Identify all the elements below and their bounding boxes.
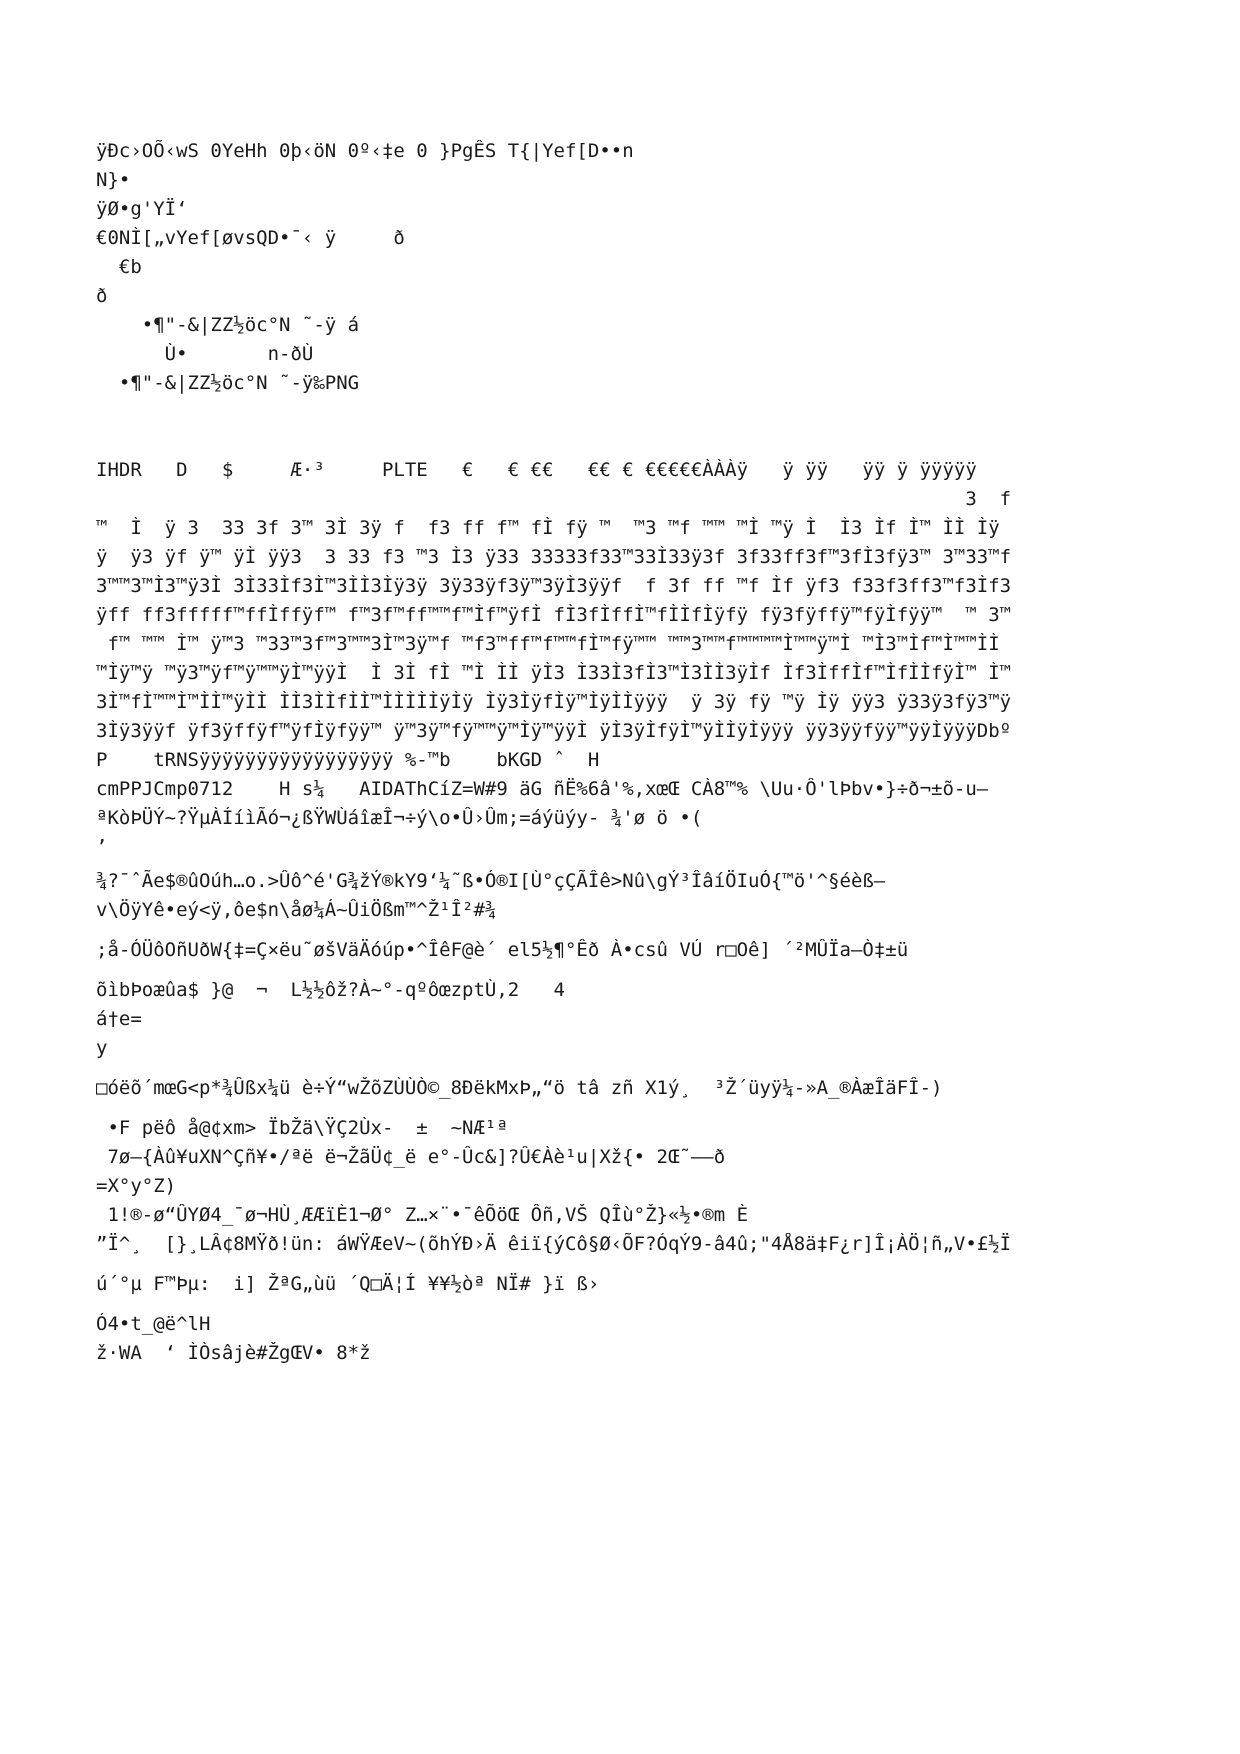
text-line: 3Ìÿ3ÿÿf ÿf3ÿffÿf™ÿfÌÿfÿÿ™ ÿ™3ÿ™fÿ™™ÿ™Ìÿ™ÿÿÌ ÿÌ3ÿÌfÿÌ™ÿÌÌÿÌÿÿÿ ÿÿ3ÿÿfÿÿ™ÿÿÌÿÿÿDbº bbox=[96, 720, 1012, 742]
text-line: f™ ™™ Ì™ ÿ™3 ™33™3f™3™™3Ì™3ÿ™f ™f3™ff™f™™fÌ™fÿ™™ ™™3™™f™™™™Ì™™ÿ™Ì ™Ì3™Ìf™Ì™™ÌÌ bbox=[96, 633, 1000, 655]
text-line: ’ bbox=[96, 836, 108, 858]
text-line: €b bbox=[96, 256, 142, 278]
text-line: ªKòÞÜÝ~?ŸµÀÍíìÃó¬¿ßŸWÙáîæÎ¬÷ý\o•Û›Ûm;=áýüýy- ¾'ø ö •( bbox=[96, 807, 703, 829]
text-line: cmPPJCmp0712 H s¼ AIDAThCíZ=W#9 äG ñË%6â'%,xœŒ CÀ8™% \Uu·Ô'lÞbv•}÷ð¬±õ-u— bbox=[96, 778, 989, 800]
text-line: 1!®-ø“ÛYØ4_¯ø¬HÙ¸ÆÆïÈ1¬Ø° Z…×¨•¯êÕöŒ Ôñ,VŠ QÎù°Ž}«½•®m È bbox=[96, 1204, 749, 1226]
text-line: 3™™3™Ì3™ÿ3Ì 3Ì33Ìf3Ì™3ÌÌ3Ìÿ3ÿ 3ÿ33ÿf3ÿ™3ÿÌ3ÿÿf f 3f ff ™f Ìf ÿf3 f33f3ff3™f3Ìf3 bbox=[96, 575, 1012, 597]
text-line: □óëõ´mœG<p*¾Ûßx¼ü è÷Ý“wŽõZÙÙÒ©_8ÐëkMxÞ„“ö tâ zñ X1ý¸ ³Ž´üyÿ¼-»A_®ÀæÎäFÎ-) bbox=[96, 1077, 943, 1099]
text-line: ž·WA ‘ ÌÒsâjè#ŽgŒV• 8*ž bbox=[96, 1342, 371, 1364]
text-line: €0NÌ[„vYef[øvsQD•¯‹ ÿ ð bbox=[96, 227, 405, 249]
text-line: ÿØ•g'YÏ‘ bbox=[96, 198, 188, 220]
text-line: ÿff ff3fffff™ffÌffÿf™ f™3f™ff™™f™Ìf™ÿfÌ fÌ3fÌffÌ™fÌÌfÌÿfÿ fÿ3fÿffÿ™fÿÌfÿÿ™ ™ 3™ bbox=[96, 604, 1012, 626]
text-line: ÿ ÿ3 ÿf ÿ™ ÿÌ ÿÿ3 3 33 f3 ™3 Ì3 ÿ33 33333f33™33Ì33ÿ3f 3f33ff3f™3fÌ3fÿ3™ 3™33™f bbox=[96, 546, 1012, 568]
text-line: ™ Ì ÿ 3 33 3f 3™ 3Ì 3ÿ f f3 ff f™ fÌ fÿ ™ ™3 ™f ™™ ™Ì ™ÿ Ì Ì3 Ìf Ì™ ÌÌ Ìÿ bbox=[96, 517, 1000, 539]
text-line: ð bbox=[96, 285, 108, 307]
text-line: =X°y°Z) bbox=[96, 1175, 177, 1197]
text-line: Ó4•t_@ë^lH bbox=[96, 1313, 211, 1335]
text-line: á†e= bbox=[96, 1008, 142, 1030]
text-line: ú´°µ F™Þµ: i] ŽªG„ùü ´Q□Ä¦Í ¥¥½òª NÏ# }ï ß› bbox=[96, 1273, 600, 1295]
text-line: •¶"-&|ZZ½öc°N ˜-ÿ‰PNG bbox=[96, 372, 360, 394]
text-line: •¶"-&|ZZ½öc°N ˜-ÿ á bbox=[96, 314, 360, 336]
text-line: N}• bbox=[96, 169, 131, 191]
text-line: õìbÞoæûa$ }@ ¬ L½½ôž?À~°-qºôœzptÙ,2 4 bbox=[96, 979, 565, 1001]
text-line: P tRNSÿÿÿÿÿÿÿÿÿÿÿÿÿÿÿÿÿ %-™b bKGD ˆ H bbox=[96, 749, 600, 771]
text-line: ;å-ÓÜôOñUðW{‡=Ç×ëu˜øšVäÄóúp•^ÎêF@è´ el5½¶°Êð À•csû VÚ r□Oê] ´²MÛÏa—Ò‡±ü bbox=[96, 939, 909, 961]
text-line: 3Ì™fÌ™™Ì™ÌÌ™ÿÌÌ ÌÌ3ÌÌfÌÌ™ÌÌÌÌÌÿÌÿ Ìÿ3ÌÿfÌÿ™ÌÿÌÌÿÿÿ ÿ 3ÿ fÿ ™ÿ Ìÿ ÿÿ3 ÿ33ÿ3fÿ3™ÿ bbox=[96, 691, 1012, 713]
text-line: 3 f bbox=[96, 488, 1012, 510]
text-line: ÿÐc›OÕ‹wS 0YeHh 0þ‹öN 0º‹‡e 0 }PgÊS T{|Yef[D••n bbox=[96, 140, 634, 162]
text-line: Ù• n-ðÙ bbox=[96, 343, 314, 365]
text-line: ™Ìÿ™ÿ ™ÿ3™ÿf™ÿ™™ÿÌ™ÿÿÌ Ì 3Ì fÌ ™Ì ÌÌ ÿÌ3 Ì33Ì3fÌ3™Ì3ÌÌ3ÿÌf Ìf3ÌffÌf™ÌfÌÌfÿÌ™ Ì™ bbox=[96, 662, 1012, 684]
text-line: v\ÖÿYê•eý<ÿ,ôe$n\åø¼Á~ÛiÖßm™^Ž¹Î²#¾ bbox=[96, 899, 497, 921]
text-line: 7ø—{Àû¥uXN^Çñ¥•/ªë ë¬ŽãÜ¢_ë e°-Ûc&]?Û€Àè¹u|Xž{• 2Œ˜——ð bbox=[96, 1146, 726, 1168]
text-line: y bbox=[96, 1037, 108, 1059]
text-line: IHDR D $ Æ·³ PLTE € € €€ €€ € €€€€€ÀÀÀÿ ÿ ÿÿ ÿÿ ÿ ÿÿÿÿÿ bbox=[96, 459, 977, 481]
text-line: •F pëô å@¢xm> ÏbŽä\ŸÇ2Ùx- ± ~NÆ¹ª bbox=[96, 1117, 508, 1139]
text-line: ¾?¯ˆÃe$®ûOúh…o.>Ûô^é'G¾žÝ®kY9‘¼˜ß•Ó®I[Ù°çÇÃÎê>Nû\gÝ³ÎâíÖIuÓ{™ö'^§éèß— bbox=[96, 870, 886, 892]
text-line: ”Ï^¸ [}¸LÂ¢8MŸð!ün: áWŸÆeV~(õhÝÐ›Ä êiï{ýCô§Ø‹ÕF?ÓqÝ9-â4û;"4Å8ä‡F¿r]Î¡ÀÖ¦ñ„V•£½Ï bbox=[96, 1233, 1012, 1255]
